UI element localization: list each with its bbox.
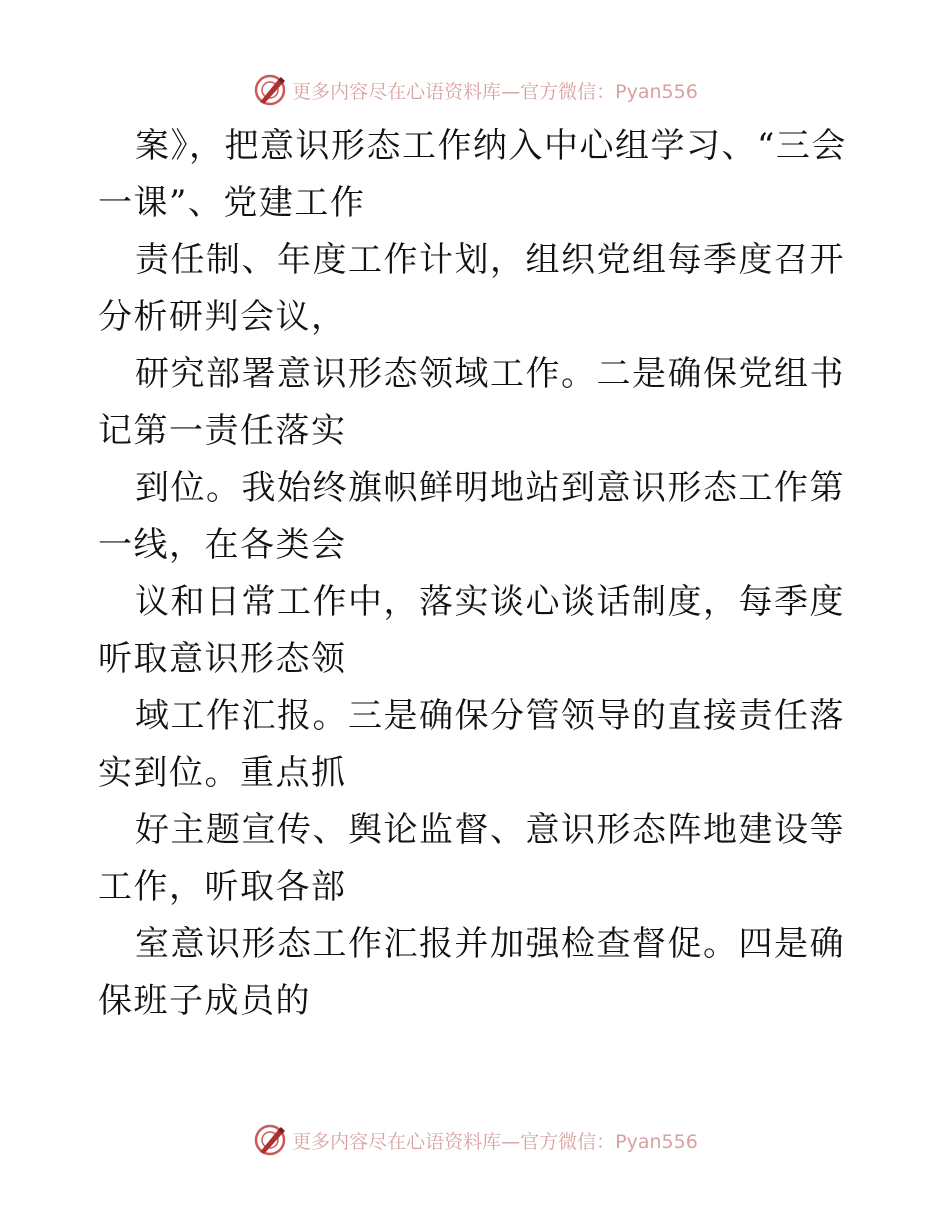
pen-logo-icon xyxy=(252,72,288,108)
paragraph: 到位。我始终旗帜鲜明地站到意识形态工作第一线，在各类会 xyxy=(98,468,845,565)
pen-logo-icon xyxy=(252,1122,288,1158)
footer-watermark xyxy=(0,1120,950,1160)
paragraph: 责任制、年度工作计划，组织党组每季度召开分析研判会议， xyxy=(98,240,845,337)
paragraph: 室意识形态工作汇报并加强检查督促。四是确保班子成员的 xyxy=(98,924,845,1021)
paragraph: 议和日常工作中，落实谈心谈话制度，每季度听取意识形态领 xyxy=(98,582,845,679)
header-watermark xyxy=(0,70,950,110)
paragraph: 案》，把意识形态工作纳入中心组学习、“三会一课”、党建工作 xyxy=(98,126,847,223)
paragraph: 好主题宣传、舆论监督、意识形态阵地建设等工作，听取各部 xyxy=(98,810,845,907)
document-body xyxy=(98,118,858,1030)
paragraph: 研究部署意识形态领域工作。二是确保党组书记第一责任落实 xyxy=(98,354,845,451)
paragraph: 域工作汇报。三是确保分管领导的直接责任落实到位。重点抓 xyxy=(98,696,845,793)
watermark-text: 更多内容尽在心语资料库—官方微信：Pyan556 xyxy=(292,80,698,103)
watermark-text: 更多内容尽在心语资料库—官方微信：Pyan556 xyxy=(292,1130,698,1153)
